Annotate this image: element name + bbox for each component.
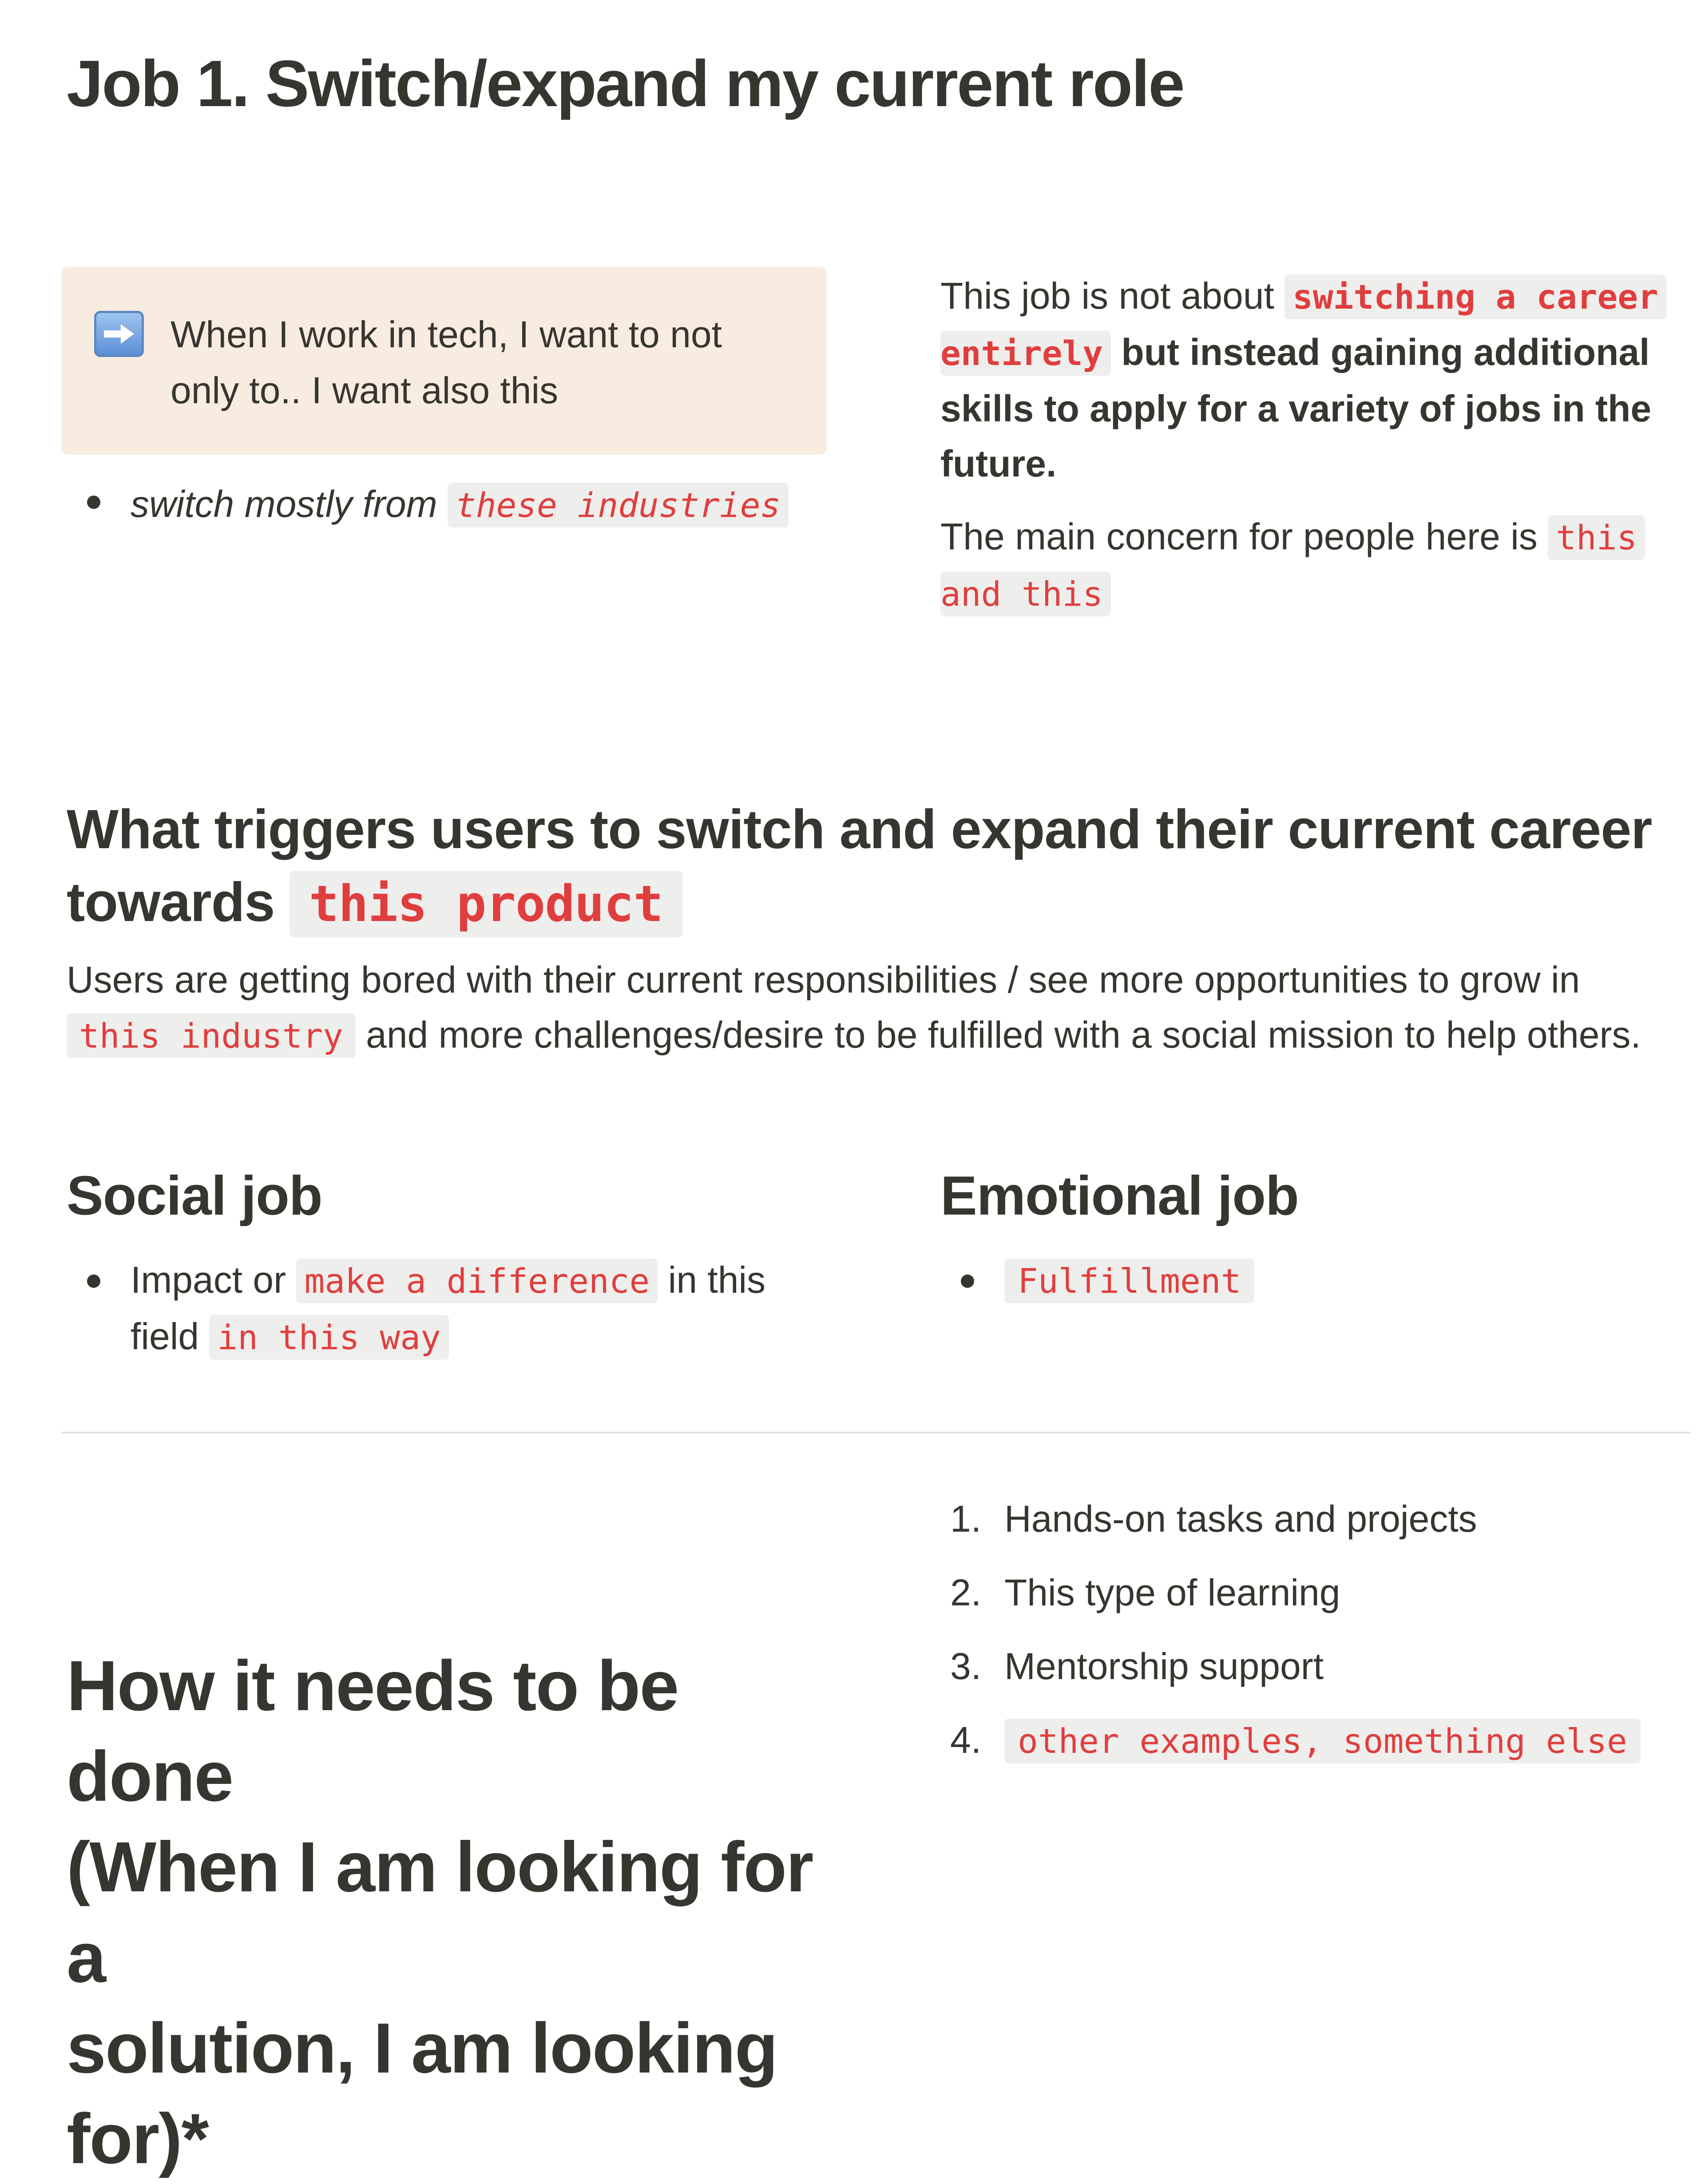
right-para2-prefix: The main concern for people here is	[940, 516, 1538, 557]
social-job-heading: Social job	[67, 1165, 322, 1227]
right-para2-line-2	[940, 565, 1669, 622]
triggers-heading-line-1: What triggers users to switch and expand their current career	[67, 799, 1652, 860]
triggers-heading	[67, 793, 1683, 941]
inline-code: make a difference	[296, 1259, 658, 1303]
right-para1-bold-3: skills to apply for a variety of jobs in the	[940, 388, 1652, 429]
left-bullet-item	[131, 480, 789, 529]
social-job-line-2	[131, 1309, 823, 1365]
callout-line-1: When I work in tech, I want to not	[170, 314, 722, 355]
list-number: 2.	[950, 1572, 982, 1613]
callout-line-2: only to.. I want also this	[170, 369, 559, 411]
right-para1-prefix: This job is not about	[940, 275, 1274, 317]
list-number: 4.	[950, 1719, 982, 1761]
inline-code: other examples, something else	[1004, 1719, 1641, 1763]
list-number: 3.	[950, 1645, 982, 1687]
right-arrow-icon	[94, 311, 144, 357]
right-paragraph-1	[940, 268, 1669, 491]
social-job-text-c: field	[131, 1315, 199, 1357]
emotional-job-item	[1004, 1252, 1254, 1309]
social-job-text-b: in this	[668, 1259, 766, 1301]
right-para1-line-2	[940, 325, 1669, 381]
social-job-item	[131, 1252, 823, 1365]
list-number: 1.	[950, 1498, 982, 1540]
how-heading	[67, 1640, 848, 2184]
inline-code: entirely	[940, 331, 1111, 376]
how-heading-line-2: (When I am looking for a	[67, 1827, 813, 1997]
callout-text	[170, 306, 774, 418]
inline-code: in this way	[209, 1315, 448, 1360]
page-title: Job 1. Switch/expand my current role	[67, 47, 1184, 120]
how-heading-line-3: solution, I am looking	[67, 2008, 777, 2088]
bullet-dot	[87, 1275, 100, 1288]
list-item	[1004, 1719, 1641, 1762]
social-job-text-a: Impact or	[131, 1259, 286, 1301]
bullet-dot	[961, 1275, 974, 1288]
triggers-body-line-1: Users are getting bored with their current responsibilities / see more opportunities to grow in	[67, 959, 1580, 1001]
triggers-body-text-2: and more challenges/desire to be fulfilled with a social mission to help others.	[366, 1014, 1641, 1056]
inline-code: these industries	[448, 483, 789, 528]
triggers-heading-prefix: towards	[67, 872, 275, 933]
left-bullet-text: switch mostly from	[131, 483, 437, 525]
inline-code: and this	[940, 572, 1111, 616]
list-item: Hands-on tasks and projects	[1004, 1498, 1477, 1540]
callout-block	[61, 266, 827, 455]
right-para1-line-1	[940, 268, 1669, 325]
inline-code: switching a career	[1285, 274, 1666, 319]
list-item: This type of learning	[1004, 1572, 1340, 1613]
right-para1-bold-2: but instead gaining additional	[1121, 331, 1650, 373]
right-para2-line-1	[940, 509, 1669, 565]
inline-code: this industry	[67, 1013, 356, 1058]
triggers-heading-line-2	[67, 866, 1683, 941]
list-item: Mentorship support	[1004, 1645, 1324, 1687]
right-para1-bold-4: future.	[940, 443, 1057, 484]
social-job-line-1	[131, 1252, 823, 1309]
inline-code: Fulfillment	[1004, 1259, 1254, 1303]
how-heading-line-1: How it needs to be done	[67, 1646, 678, 1816]
inline-code: this product	[289, 871, 682, 937]
emotional-job-heading: Emotional job	[940, 1165, 1299, 1227]
triggers-body	[67, 952, 1692, 1064]
inline-code: this	[1548, 515, 1645, 560]
triggers-body-line-2	[67, 1007, 1692, 1064]
divider	[61, 1432, 1691, 1433]
bullet-dot	[87, 496, 100, 509]
how-heading-line-4: for)*	[67, 2099, 208, 2178]
right-paragraph-2	[940, 509, 1669, 622]
